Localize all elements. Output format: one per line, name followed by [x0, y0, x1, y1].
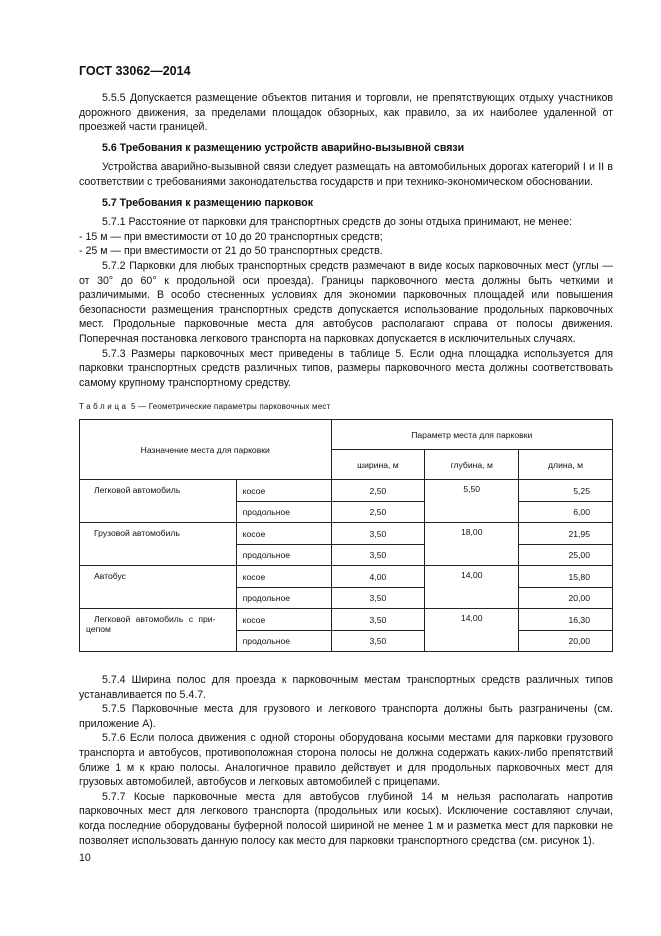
width-value: 2,50: [331, 502, 425, 523]
length-value: 15,80: [519, 566, 613, 588]
heading-5-7: 5.7 Требования к размещению парковок: [102, 196, 314, 209]
paragraph-5-7-5: 5.7.5 Парковочные места для грузового и легкового транспорта должны быть разграничены (см. приложение А).: [79, 703, 613, 730]
width-value: 3,50: [331, 545, 425, 566]
list-item: - 15 м — при вместимости от 10 до 20 транспортных средств;: [79, 230, 383, 243]
placement-type: косое: [236, 523, 331, 545]
width-value: 3,50: [331, 631, 425, 652]
vehicle-name: Легковой автомобиль: [80, 480, 237, 523]
paragraph-5-7-1: 5.7.1 Расстояние от парковки для транспортных средств до зоны отдыха принимают, не менее:: [102, 216, 573, 229]
paragraph-5-6: Устройства аварийно-вызывной связи следует размещать на автомобильных дорогах категорий I и II в соответствии с требованиями законодательства государств и при технико-экономическом обосновании.: [79, 161, 613, 188]
parking-dimensions-table: [79, 419, 613, 652]
length-value: 25,00: [519, 545, 613, 566]
heading-5-6: 5.6 Требования к размещению устройств аварийно-вызывной связи: [102, 141, 465, 154]
depth-value: 14,00: [425, 609, 519, 652]
page-number: 10: [79, 852, 91, 864]
length-value: 5,25: [519, 480, 613, 502]
width-value: 3,50: [331, 588, 425, 609]
document-header: ГОСТ 33062—2014: [79, 64, 191, 78]
length-value: 6,00: [519, 502, 613, 523]
header-purpose: Назначение места для парковки: [80, 420, 332, 480]
table-row: [80, 523, 613, 545]
placement-type: продольное: [236, 502, 331, 523]
table-caption-word: Таблица: [79, 402, 129, 411]
vehicle-name: Легковой автомобиль с при- цепом: [80, 609, 237, 652]
placement-type: продольное: [236, 588, 331, 609]
placement-type: косое: [236, 566, 331, 588]
table-row: [80, 566, 613, 588]
depth-value: 18,00: [425, 523, 519, 566]
depth-value: 14,00: [425, 566, 519, 609]
depth-value: 5,50: [425, 480, 519, 523]
length-value: 21,95: [519, 523, 613, 545]
text-block-top: [79, 91, 613, 390]
table-caption: [79, 402, 330, 411]
width-value: 2,50: [331, 480, 425, 502]
placement-type: косое: [236, 480, 331, 502]
vehicle-name: Грузовой автомобиль: [80, 523, 237, 566]
paragraph-5-7-2: 5.7.2 Парковки для любых транспортных средств размечают в виде косых парковочных мест (углы — от 30° до 60° к продольной оси проезда). Границы парковочного места должны быть четкими и различимыми. В особо стесненных условиях для экономии парковочных площадей или повышения безопасности размещения транспортных средств допускается использование продольных парковочных мест. Продольные парковочные места для автобусов располагают справа от полосы движения. Поперечная постановка легкового транспорта на парковках допускается в исключительных случаях.: [79, 259, 613, 345]
header-width: ширина, м: [331, 450, 425, 480]
paragraph-5-7-4: 5.7.4 Ширина полос для проезда к парковочным местам транспортных средств различных типов устанавливается по 5.4.7.: [79, 674, 613, 701]
list-item: - 25 м — при вместимости от 21 до 50 транспортных средств.: [79, 245, 383, 258]
distance-list: [79, 230, 613, 259]
width-value: 3,50: [331, 609, 425, 631]
vehicle-name: Автобус: [80, 566, 237, 609]
table-caption-text: 5 — Геометрические параметры парковочных мест: [131, 402, 331, 411]
header-length: длина, м: [519, 450, 613, 480]
paragraph-5-7-7: 5.7.7 Косые парковочные места для автобусов глубиной 14 м нельзя располагать напротив парковочных мест для легкового транспорта (продольных или косых). Исключение составляют случаи, когда последние оборудованы буферной полосой шириной не менее 1 м и разметка мест для парковки не позволяет использовать данную полосу как место для парковки транспортного средства (см. рисунок 1).: [79, 790, 613, 847]
header-parameter: Параметр места для парковки: [331, 420, 612, 450]
length-value: 16,30: [519, 609, 613, 631]
paragraph-5-7-3: 5.7.3 Размеры парковочных мест приведены в таблице 5. Если одна площадка используется для парковки транспортных средств различных типов, размеры парковочного места должны соответствовать самому крупному транспортному средству.: [79, 347, 613, 389]
placement-type: продольное: [236, 631, 331, 652]
paragraph-5-5-5: 5.5.5 Допускается размещение объектов питания и торговли, не препятствующих отдыху участников дорожного движения, за пределами площадок обзорных, как правило, за их наиболее удаленной от проезжей части границей.: [79, 92, 613, 134]
table-row: [80, 609, 613, 631]
placement-type: косое: [236, 609, 331, 631]
length-value: 20,00: [519, 588, 613, 609]
width-value: 3,50: [331, 523, 425, 545]
header-depth: глубина, м: [425, 450, 519, 480]
paragraph-5-7-6: 5.7.6 Если полоса движения с одной стороны оборудована косыми местами для парковки грузового транспорта и автобусов, противоположная сторона полосы не должна содержать каких-либо препятствий ближе 1 м к краю полосы. Аналогичное правило действует и для продольных парковочных мест для грузовых автомобилей, автобусов и легковых автомобилей с прицепами.: [79, 732, 613, 789]
placement-type: продольное: [236, 545, 331, 566]
length-value: 20,00: [519, 631, 613, 652]
width-value: 4,00: [331, 566, 425, 588]
text-block-bottom: [79, 673, 613, 848]
table-row: [80, 480, 613, 502]
